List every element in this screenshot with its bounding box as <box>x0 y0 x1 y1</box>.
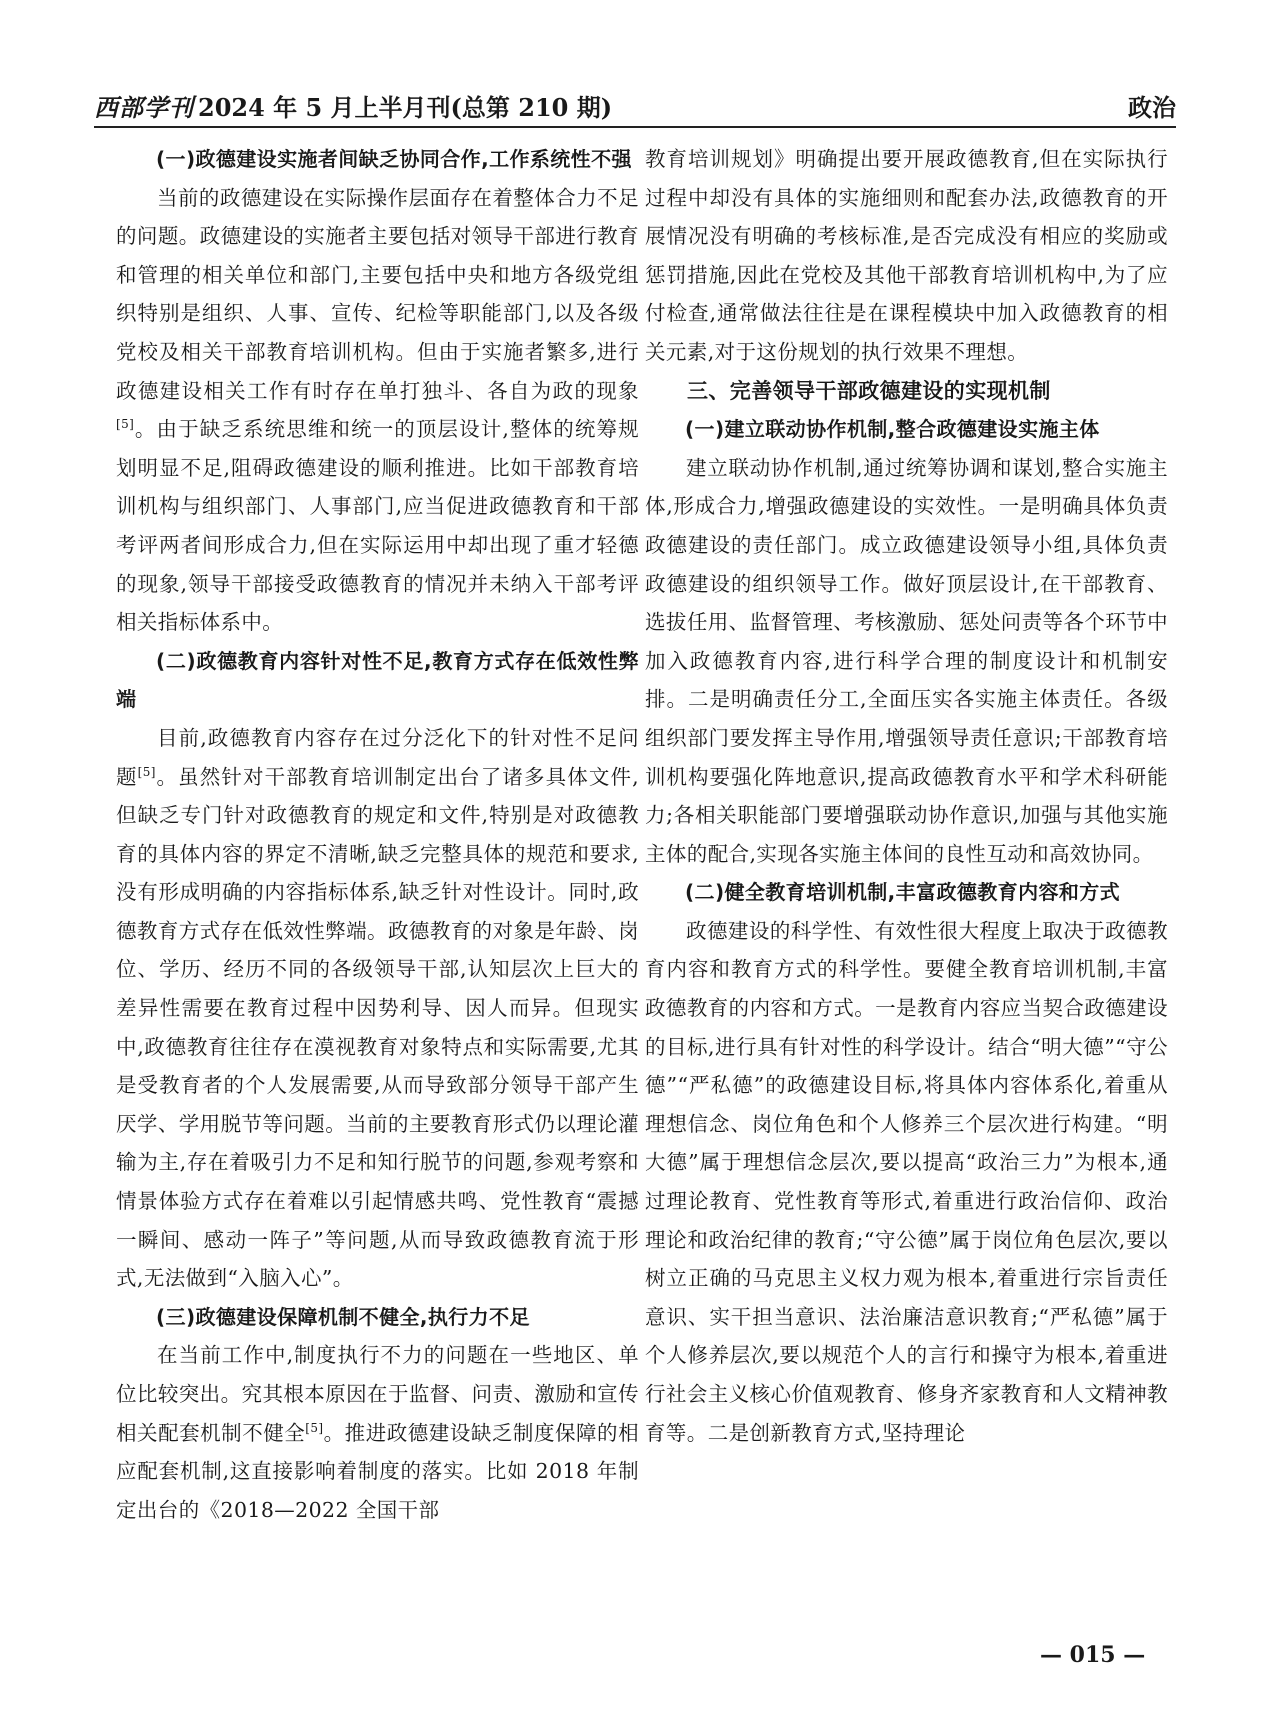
issue-info: 2024 年 5 月上半月刊(总第 210 期) <box>198 93 613 122</box>
subsection-heading-3: (三)政德建设保障机制不健全,执行力不足 <box>156 1304 530 1329</box>
journal-name: 西部学刊 <box>94 93 194 122</box>
paragraph: 当前的政德建设在实际操作层面存在着整体合力不足的问题。政德建设的实施者主要包括对领导干部进行教育和管理的相关单位和部门,主要包括中央和地方各级党组织特别是组织、人事、宣传、纪检等职能部门,以及各级党校及相关干部教育培训机构。但由于实施者繁多,进行政德建设相关工作有时存在单打独斗、各自为政的现象[5]。由于缺乏系统思维和统一的顶层设计,整体的统筹规划明显不足,阻碍政德建设的顺利推进。比如干部教育培训机构与组织部门、人事部门,应当促进政德教育和干部考评两者间形成合力,但在实际运用中却出现了重才轻德的现象,领导干部接受政德教育的情况并未纳入干部考评相关指标体系中。 <box>116 185 639 635</box>
subsection-heading-1: (一)政德建设实施者间缺乏协同合作,工作系统性不强 <box>156 147 632 171</box>
citation: [5] <box>116 417 135 432</box>
left-column <box>116 140 639 1529</box>
section-heading: 三、完善领导干部政德建设的实现机制 <box>687 378 1051 403</box>
section-name: 政治 <box>1128 93 1176 122</box>
citation: [5] <box>305 1420 324 1435</box>
right-column <box>645 140 1168 1452</box>
paragraph: 目前,政德教育内容存在过分泛化下的针对性不足问题[5]。虽然针对干部教育培训制定出台了诸多具体文件,但缺乏专门针对政德教育的规定和文件,特别是对政德教育的具体内容的界定不清晰,缺乏完整具体的规范和要求,没有形成明确的内容指标体系,缺乏针对性设计。同时,政德教育方式存在低效性弊端。政德教育的对象是年龄、岗位、学历、经历不同的各级领导干部,认知层次上巨大的差异性需要在教育过程中因势利导、因人而异。但现实中,政德教育往往存在漠视教育对象特点和实际需要,尤其是受教育者的个人发展需要,从而导致部分领导干部产生厌学、学用脱节等问题。当前的主要教育形式仍以理论灌输为主,存在着吸引力不足和知行脱节的问题,参观考察和情景体验方式存在着难以引起情感共鸣、党性教育“震撼一瞬间、感动一阵子”等问题,从而导致政德教育流于形式,无法做到“入脑入心”。 <box>116 725 639 1291</box>
subsection-heading-2: (二)政德教育内容针对性不足,教育方式存在低效性弊端 <box>116 648 639 712</box>
paragraph: 建立联动协作机制,通过统筹协调和谋划,整合实施主体,形成合力,增强政德建设的实效性。一是明确具体负责政德建设的责任部门。成立政德建设领导小组,具体负责政德建设的组织领导工作。做好顶层设计,在干部教育、选拔任用、监督管理、考核激励、惩处问责等各个环节中加入政德教育内容,进行科学合理的制度设计和机制安排。二是明确责任分工,全面压实各实施主体责任。各级组织部门要发挥主导作用,增强领导责任意识;干部教育培训机构要强化阵地意识,提高政德教育水平和学术科研能力;各相关职能部门要增强联动协作意识,加强与其他实施主体的配合,实现各实施主体间的良性互动和高效协同。 <box>645 455 1168 866</box>
paragraph: 在当前工作中,制度执行不力的问题在一些地区、单位比较突出。究其根本原因在于监督、问责、激励和宣传相关配套机制不健全[5]。推进政德建设缺乏制度保障的相应配套机制,这直接影响着制度的落实。比如 2018 年制定出台的《2018—2022 全国干部 <box>116 1343 639 1522</box>
citation: [5] <box>137 764 156 779</box>
paragraph-continued: 教育培训规划》明确提出要开展政德教育,但在实际执行过程中却没有具体的实施细则和配套办法,政德教育的开展情况没有明确的考核标准,是否完成没有相应的奖励或惩罚措施,因此在党校及其他干部教育培训机构中,为了应付检查,通常做法往往是在课程模块中加入政德教育的相关元素,对于这份规划的执行效果不理想。 <box>645 147 1168 364</box>
subsection-heading-4: (一)建立联动协作机制,整合政德建设实施主体 <box>685 417 1100 442</box>
subsection-heading-5: (二)健全教育培训机制,丰富政德教育内容和方式 <box>685 880 1121 905</box>
paragraph: 政德建设的科学性、有效性很大程度上取决于政德教育内容和教育方式的科学性。要健全教育培训机制,丰富政德教育的内容和方式。一是教育内容应当契合政德建设的目标,进行具有针对性的科学设计。结合“明大德”“守公德”“严私德”的政德建设目标,将具体内容体系化,着重从理想信念、岗位角色和个人修养三个层次进行构建。“明大德”属于理想信念层次,要以提高“政治三力”为根本,通过理论教育、党性教育等形式,着重进行政治信仰、政治理论和政治纪律的教育;“守公德”属于岗位角色层次,要以树立正确的马克思主义权力观为根本,着重进行宗旨责任意识、实干担当意识、法治廉洁意识教育;“严私德”属于个人修养层次,要以规范个人的言行和操守为根本,着重进行社会主义核心价值观教育、修身齐家教育和人文精神教育等。二是创新教育方式,坚持理论 <box>645 918 1168 1445</box>
page-number: — 015 — <box>1040 1642 1146 1668</box>
page-header <box>94 84 1176 128</box>
journal-info <box>94 88 612 123</box>
